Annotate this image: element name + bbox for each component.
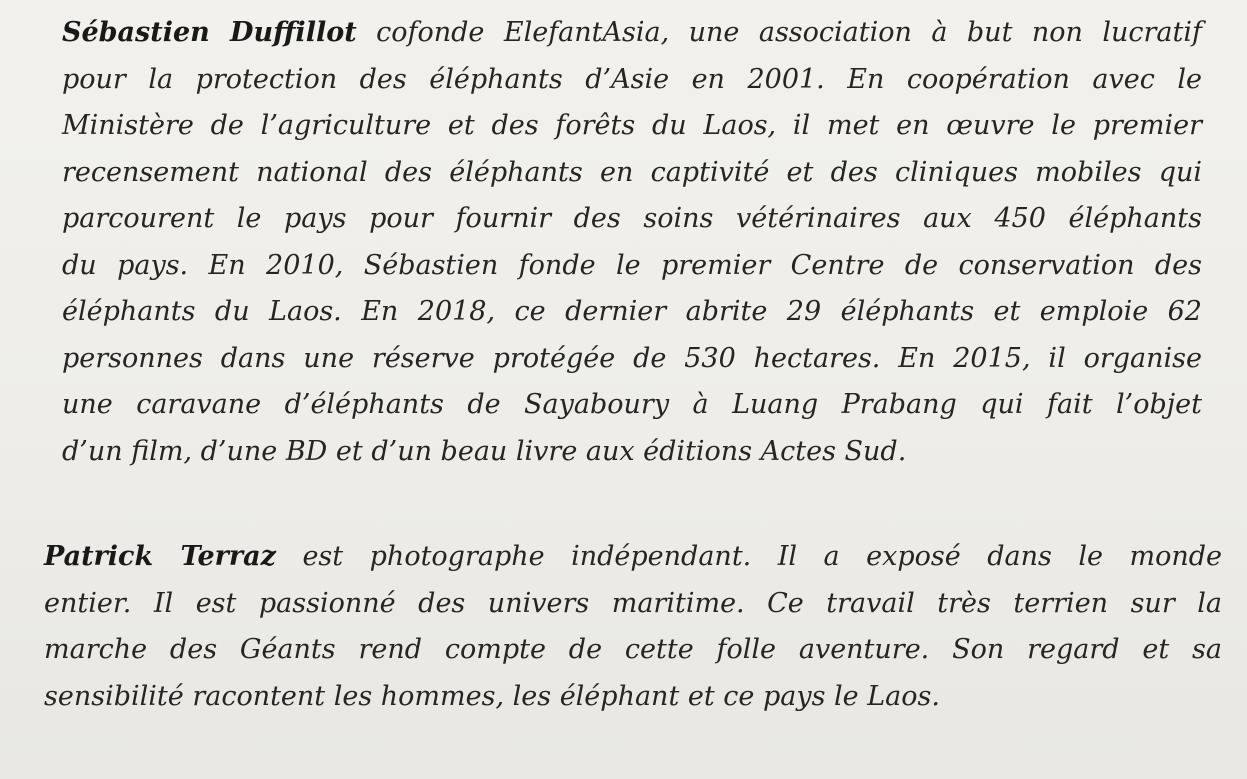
bio-line: d’un film, d’une BD et d’un beau livre aux éditions Actes Sud.: [62, 435, 907, 467]
person-name: Patrick Terraz: [44, 541, 276, 572]
bio-line: Patrick Terraz est photographe indépendant. Il a exposé dans le monde: [44, 541, 1222, 572]
bio-line: pour la protection des éléphants d’Asie en 2001. En coopération avec le: [62, 63, 1202, 95]
bio-line: Sébastien Duffillot cofonde ElefantAsia, une association à but non lucratif: [62, 17, 1202, 48]
bio-line: sensibilité racontent les hommes, les éléphant et ce pays le Laos.: [44, 680, 940, 712]
bio-line: Ministère de l’agriculture et des forêts du Laos, il met en œuvre le premier: [62, 110, 1202, 141]
bio-line: recensement national des éléphants en captivité et des cliniques mobiles qui: [62, 156, 1202, 188]
bio-patrick-terraz: [44, 534, 1222, 720]
bio-line: une caravane d’éléphants de Sayaboury à Luang Prabang qui fait l’objet: [62, 389, 1202, 420]
bio-line: entier. Il est passionné des univers maritime. Ce travail très terrien sur la: [44, 587, 1222, 619]
bio-sebastien-duffillot: [62, 10, 1202, 475]
bio-line: éléphants du Laos. En 2018, ce dernier abrite 29 éléphants et emploie 62: [62, 296, 1202, 327]
bio-line: parcourent le pays pour fournir des soins vétérinaires aux 450 éléphants: [62, 203, 1202, 234]
bio-line: marche des Géants rend compte de cette folle aventure. Son regard et sa: [44, 634, 1222, 665]
bio-line: du pays. En 2010, Sébastien fonde le premier Centre de conservation des: [62, 249, 1202, 281]
bio-line: personnes dans une réserve protégée de 530 hectares. En 2015, il organise: [62, 342, 1202, 374]
person-name: Sébastien Duffillot: [62, 17, 357, 48]
